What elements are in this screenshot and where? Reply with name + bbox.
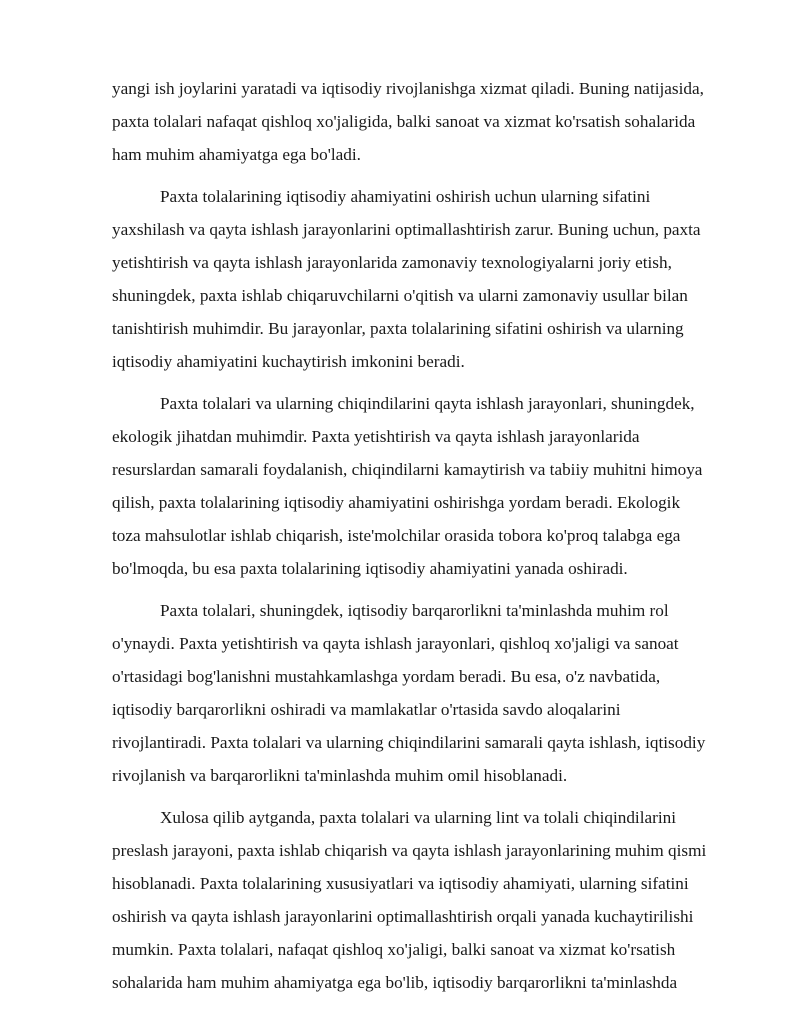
- text-line: oshirish va qayta ishlash jarayonlarini optimallashtirish orqali yanada kuchaytirilishi: [112, 907, 694, 926]
- text-line: paxta tolalari nafaqat qishloq xo'jaligida, balki sanoat va xizmat ko'rsatish sohalarida: [112, 112, 696, 131]
- text-line: resurslardan samarali foydalanish, chiqindilarni kamaytirish va tabiiy muhitni himoya: [112, 460, 703, 479]
- text-line: yaxshilash va qayta ishlash jarayonlarini optimallashtirish zarur. Buning uchun, paxta: [112, 220, 701, 239]
- text-line: rivojlanish va barqarorlikni ta'minlashda muhim omil hisoblanadi.: [112, 766, 568, 785]
- text-line: preslash jarayoni, paxta ishlab chiqarish va qayta ishlash jarayonlarining muhim qismi: [112, 841, 707, 860]
- text-line: yangi ish joylarini yaratadi va iqtisodiy rivojlanishga xizmat qiladi. Buning natijasida,: [112, 79, 704, 98]
- text-line: ekologik jihatdan muhimdir. Paxta yetishtirish va qayta ishlash jarayonlarida: [112, 427, 640, 446]
- document-page: [112, 72, 744, 999]
- paragraph-4: [112, 594, 744, 792]
- text-line: toza mahsulotlar ishlab chiqarish, iste'molchilar orasida tobora ko'proq talabga ega: [112, 526, 681, 545]
- text-line: yetishtirish va qayta ishlash jarayonlarida zamonaviy texnologiyalarni joriy etish,: [112, 253, 672, 272]
- text-line: Paxta tolalari va ularning chiqindilarini qayta ishlash jarayonlari, shuningdek,: [160, 394, 695, 413]
- text-line: o'rtasidagi bog'lanishni mustahkamlashga yordam beradi. Bu esa, o'z navbatida,: [112, 667, 661, 686]
- text-line: tanishtirish muhimdir. Bu jarayonlar, paxta tolalarining sifatini oshirish va ularning: [112, 319, 684, 338]
- text-line: Paxta tolalari, shuningdek, iqtisodiy barqarorlikni ta'minlashda muhim rol: [160, 601, 669, 620]
- paragraph-3: [112, 387, 744, 585]
- text-line: Paxta tolalarining iqtisodiy ahamiyatini oshirish uchun ularning sifatini: [160, 187, 651, 206]
- paragraph-5: [112, 801, 744, 999]
- text-line: hisoblanadi. Paxta tolalarining xususiyatlari va iqtisodiy ahamiyati, ularning sifatini: [112, 874, 689, 893]
- text-line: iqtisodiy barqarorlikni oshiradi va mamlakatlar o'rtasida savdo aloqalarini: [112, 700, 621, 719]
- text-line: iqtisodiy ahamiyatini kuchaytirish imkonini beradi.: [112, 352, 465, 371]
- text-line: mumkin. Paxta tolalari, nafaqat qishloq xo'jaligi, balki sanoat va xizmat ko'rsatish: [112, 940, 676, 959]
- text-line: sohalarida ham muhim ahamiyatga ega bo'lib, iqtisodiy barqarorlikni ta'minlashda: [112, 973, 678, 992]
- text-line: shuningdek, paxta ishlab chiqaruvchilarni o'qitish va ularni zamonaviy usullar bilan: [112, 286, 688, 305]
- text-line: bo'lmoqda, bu esa paxta tolalarining iqtisodiy ahamiyatini yanada oshiradi.: [112, 559, 628, 578]
- text-line: ham muhim ahamiyatga ega bo'ladi.: [112, 145, 361, 164]
- text-line: Xulosa qilib aytganda, paxta tolalari va ularning lint va tolali chiqindilarini: [160, 808, 676, 827]
- paragraph-1: [112, 72, 744, 171]
- paragraph-2: [112, 180, 744, 378]
- text-line: o'ynaydi. Paxta yetishtirish va qayta ishlash jarayonlari, qishloq xo'jaligi va sanoat: [112, 634, 679, 653]
- text-line: rivojlantiradi. Paxta tolalari va ularning chiqindilarini samarali qayta ishlash, iqtisodiy: [112, 733, 706, 752]
- text-line: qilish, paxta tolalarining iqtisodiy ahamiyatini oshirishga yordam beradi. Ekologik: [112, 493, 681, 512]
